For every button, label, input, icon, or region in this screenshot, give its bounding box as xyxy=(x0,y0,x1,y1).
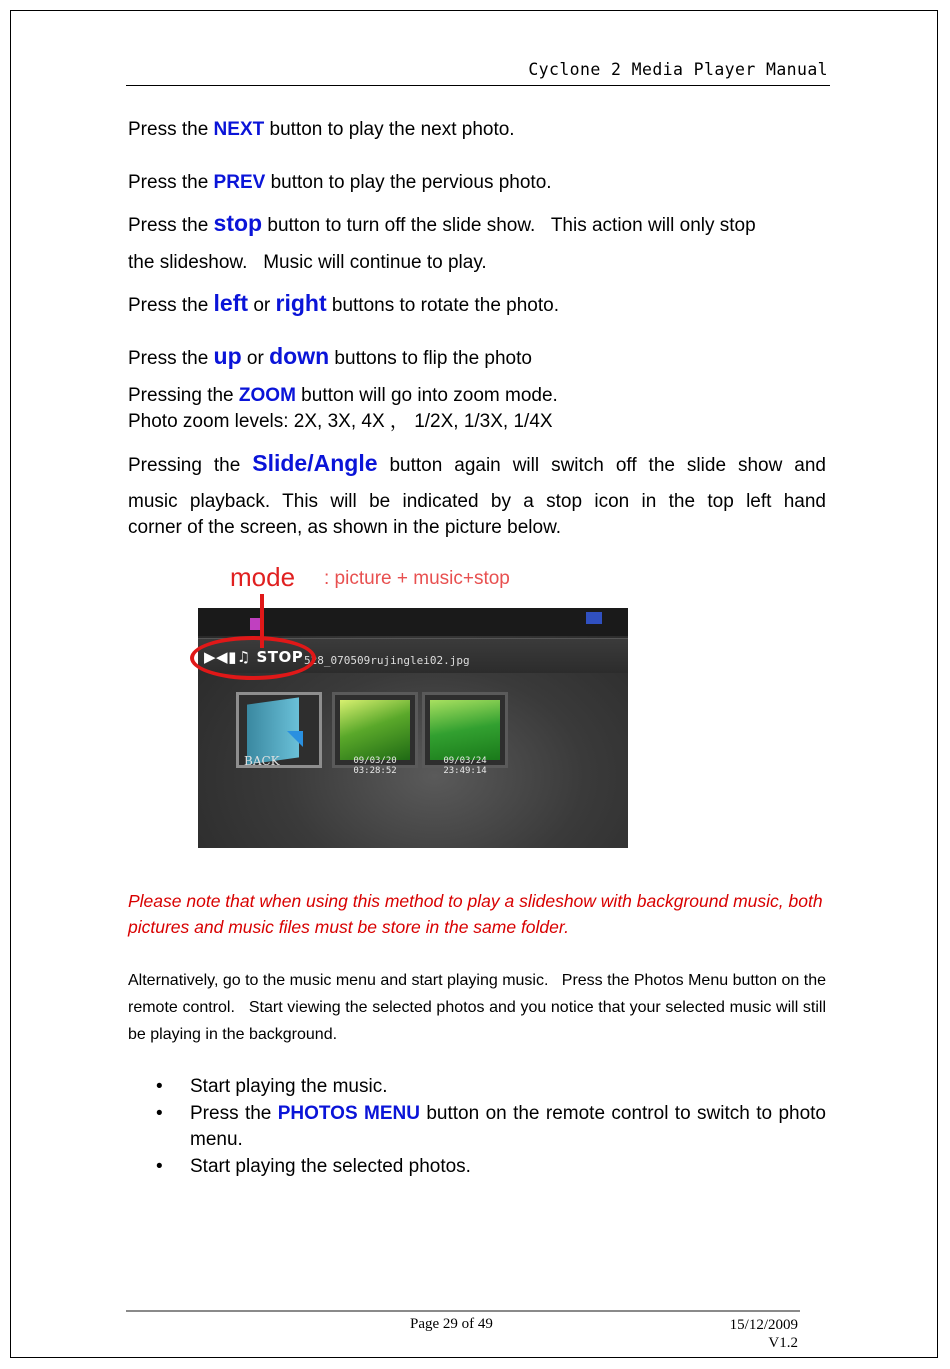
list-item-pre: Press the xyxy=(190,1102,278,1124)
footer-rule xyxy=(126,1310,800,1312)
list-item xyxy=(150,1074,826,1101)
line-next-pre: Press the xyxy=(128,119,214,140)
kw-down: down xyxy=(269,343,330,369)
photo-thumbnail xyxy=(340,700,410,760)
kw-slide-angle: Slide/Angle xyxy=(252,450,378,476)
stop-mode-screenshot xyxy=(186,556,646,856)
corner-icon xyxy=(586,612,602,624)
line-slide-2: music playback. This will be indicated by a stop icon in the top left hand xyxy=(128,491,826,512)
line-slide-pre: Pressing the xyxy=(128,455,253,476)
list-item-text: Start playing the selected photos. xyxy=(190,1155,471,1177)
note-text: Please note that when using this method to play a slideshow with background music, both pictures and music files must be store in the same folder. xyxy=(128,891,823,937)
line-flip-post: buttons to flip the photo xyxy=(329,348,532,369)
bullet-icon: • xyxy=(156,1076,163,1097)
thumb-photo-2-date: 09/03/24 23:49:14 xyxy=(443,756,487,776)
footer-date-version xyxy=(700,1316,798,1352)
page-number: Page 29 of 49 xyxy=(410,1316,493,1332)
line-rotate-mid: or xyxy=(248,295,276,316)
bullet-icon: • xyxy=(156,1102,163,1124)
file-path: 528_070509rujinglei02.jpg xyxy=(304,654,470,667)
line-stop-2: the slideshow. Music will continue to play. xyxy=(128,252,487,273)
steps-list xyxy=(150,1074,826,1180)
thumb-photo-1-date: 09/03/20 03:28:52 xyxy=(353,756,397,776)
line-flip-mid: or xyxy=(241,348,270,369)
line-slide-post: button again will switch off the slide show and xyxy=(377,455,826,476)
line-slide xyxy=(128,450,826,479)
line-stop xyxy=(128,210,828,239)
line-zoom-pre: Pressing the xyxy=(128,385,239,406)
kw-next: NEXT xyxy=(213,119,265,140)
kw-zoom: ZOOM xyxy=(238,385,296,406)
mode-description: : picture + music+stop xyxy=(324,568,510,589)
highlight-oval xyxy=(190,636,316,680)
line-slide-3: corner of the screen, as shown in the picture below. xyxy=(128,517,562,538)
kw-photos-menu: PHOTOS MENU xyxy=(277,1102,420,1124)
alternative-paragraph: Alternatively, go to the music menu and start playing music. Press the Photos Menu button on the remote control. Start viewing the selected photos and you notice that your selected music will still be playing in the background. xyxy=(128,972,826,1043)
line-rotate-post: buttons to rotate the photo. xyxy=(326,295,559,316)
line-rotate-pre: Press the xyxy=(128,295,214,316)
line-zoom-post: button will go into zoom mode. xyxy=(295,385,558,406)
line-flip xyxy=(128,343,828,372)
line-prev-pre: Press the xyxy=(128,172,214,193)
line-prev xyxy=(128,170,828,196)
bullet-icon: • xyxy=(156,1155,163,1177)
photo-thumbnail xyxy=(430,700,500,760)
back-label: BACK xyxy=(244,754,280,768)
list-item-post: button on the remote control to switch to photo menu. xyxy=(190,1102,826,1150)
mode-label: mode xyxy=(230,562,296,592)
header-title: Cyclone 2 Media Player Manual xyxy=(528,60,828,79)
line-next-post: button to play the next photo. xyxy=(264,119,515,140)
stop-status-icon: ▶◀▮♫ STOP xyxy=(204,648,304,666)
kw-stop: stop xyxy=(213,210,263,236)
back-arrow-icon xyxy=(287,731,303,747)
page-header xyxy=(126,60,830,86)
line-next xyxy=(128,117,828,143)
line-zoom xyxy=(128,383,828,409)
list-item-text: Start playing the music. xyxy=(190,1076,388,1097)
kw-up: up xyxy=(213,343,242,369)
footer-date: 15/12/2009 xyxy=(729,1317,798,1333)
line-zoom-levels: Photo zoom levels: 2X, 3X, 4X ， 1/2X, 1/3X, 1/4X xyxy=(128,411,553,432)
list-item xyxy=(150,1101,826,1154)
line-stop-pre: Press the xyxy=(128,215,214,236)
footer-version: V1.2 xyxy=(768,1335,798,1351)
line-flip-pre: Press the xyxy=(128,348,214,369)
kw-left: left xyxy=(213,290,249,316)
line-stop-post: button to turn off the slide show. This action will only stop xyxy=(262,215,756,236)
kw-prev: PREV xyxy=(213,172,266,193)
line-rotate xyxy=(128,290,828,319)
list-item xyxy=(150,1154,826,1181)
line-prev-post: button to play the pervious photo. xyxy=(265,172,552,193)
kw-right: right xyxy=(275,290,327,316)
